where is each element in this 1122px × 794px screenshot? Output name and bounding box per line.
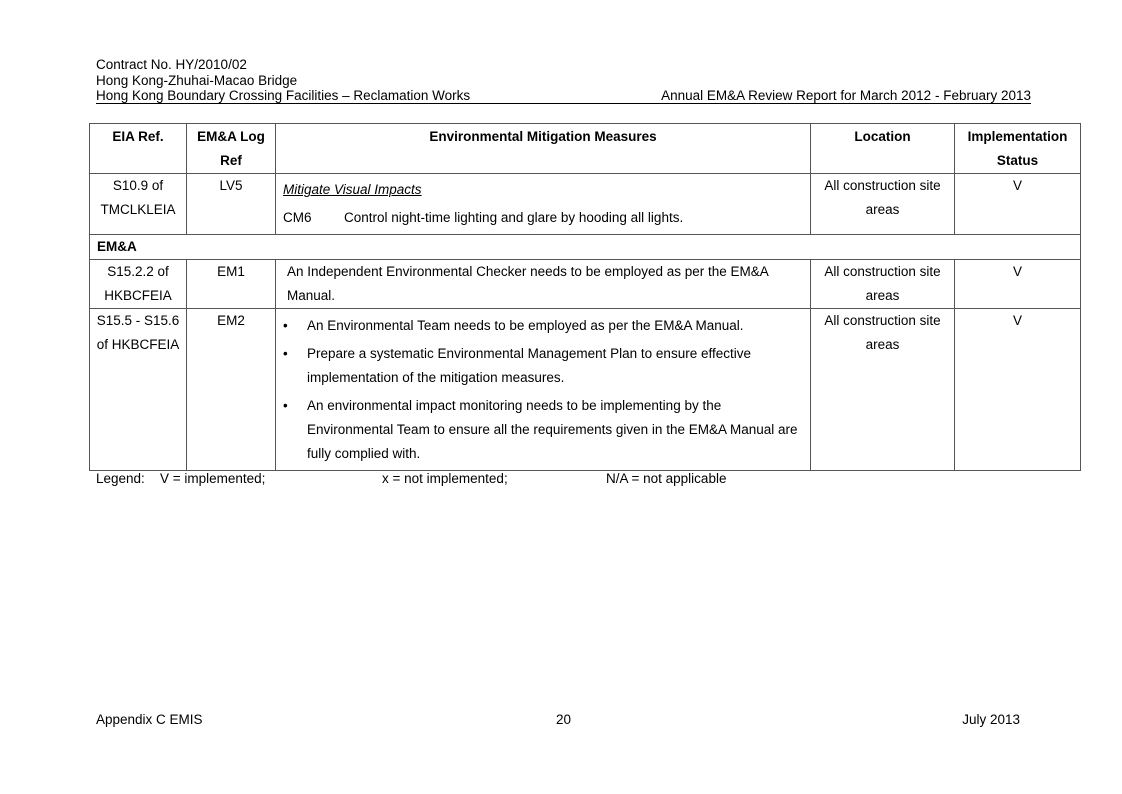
bullet-icon: • — [283, 318, 288, 333]
status-cell: V — [955, 260, 1081, 309]
measure-item — [283, 206, 810, 230]
list-item — [283, 314, 802, 338]
mitigation-measures-table — [89, 123, 1081, 471]
col-header-location: Location — [811, 124, 955, 174]
header-rule — [96, 103, 1031, 104]
col-header-eia-ref: EIA Ref. — [90, 124, 187, 174]
status-cell: V — [955, 309, 1081, 471]
eia-ref-cell: S15.2.2 of HKBCFEIA — [90, 260, 187, 309]
log-ref-cell: EM1 — [187, 260, 276, 309]
bullet-list — [283, 314, 802, 466]
measure-text: Control night-time lighting and glare by hooding all lights. — [344, 210, 684, 225]
footer-appendix: Appendix C EMIS — [96, 712, 203, 727]
legend-not-applicable: N/A = not applicable — [606, 471, 727, 486]
table-row — [90, 174, 1081, 235]
list-item — [283, 342, 802, 390]
col-header-log-ref: EM&A Log Ref — [187, 124, 276, 174]
log-ref-cell: EM2 — [187, 309, 276, 471]
legend-not-implemented: x = not implemented; — [382, 471, 508, 486]
table-row — [90, 309, 1081, 471]
eia-ref-cell: S15.5 - S15.6 of HKBCFEIA — [90, 309, 187, 471]
legend-label: Legend: — [96, 471, 145, 486]
page-number: 20 — [556, 712, 572, 727]
location-cell: All construction site areas — [811, 260, 955, 309]
measures-cell — [276, 174, 811, 235]
bullet-text: Prepare a systematic Environmental Management Plan to ensure effective implementation of the mitigation measures. — [307, 346, 751, 385]
project-name: Hong Kong-Zhuhai-Macao Bridge — [96, 72, 298, 88]
status-cell: V — [955, 174, 1081, 235]
footer-date: July 2013 — [962, 712, 1020, 727]
measure-title: Mitigate Visual Impacts — [283, 182, 422, 197]
log-ref-cell: LV5 — [187, 174, 276, 235]
measure-code: CM6 — [283, 210, 312, 225]
legend-implemented: V = implemented; — [160, 471, 266, 486]
section-row — [90, 235, 1081, 260]
bullet-icon: • — [283, 346, 288, 361]
works-title: Hong Kong Boundary Crossing Facilities – Reclamation Works — [96, 88, 471, 103]
col-header-measures: Environmental Mitigation Measures — [276, 124, 811, 174]
measures-cell: An Independent Environmental Checker needs to be employed as per the EM&A Manual. — [276, 260, 811, 309]
contract-number: Contract No. HY/2010/02 — [96, 57, 247, 72]
bullet-text: An Environmental Team needs to be employed as per the EM&A Manual. — [307, 318, 744, 333]
col-header-status: Implementation Status — [955, 124, 1081, 174]
table-row — [90, 260, 1081, 309]
location-cell: All construction site areas — [811, 174, 955, 235]
list-item — [283, 394, 802, 466]
header-row-3 — [96, 88, 1031, 104]
eia-ref-cell: S10.9 of TMCLKLEIA — [90, 174, 187, 235]
table-header-row — [90, 124, 1081, 174]
report-title: Annual EM&A Review Report for March 2012 - February 2013 — [661, 88, 1031, 103]
measures-cell — [276, 309, 811, 471]
page-header — [96, 57, 1031, 104]
section-label: EM&A — [90, 235, 1081, 260]
bullet-icon: • — [283, 398, 288, 413]
bullet-text: An environmental impact monitoring needs to be implementing by the Environmental Team to ensure all the requirements given in the EM&A Manual are fully complied with. — [307, 398, 798, 461]
location-cell: All construction site areas — [811, 309, 955, 471]
